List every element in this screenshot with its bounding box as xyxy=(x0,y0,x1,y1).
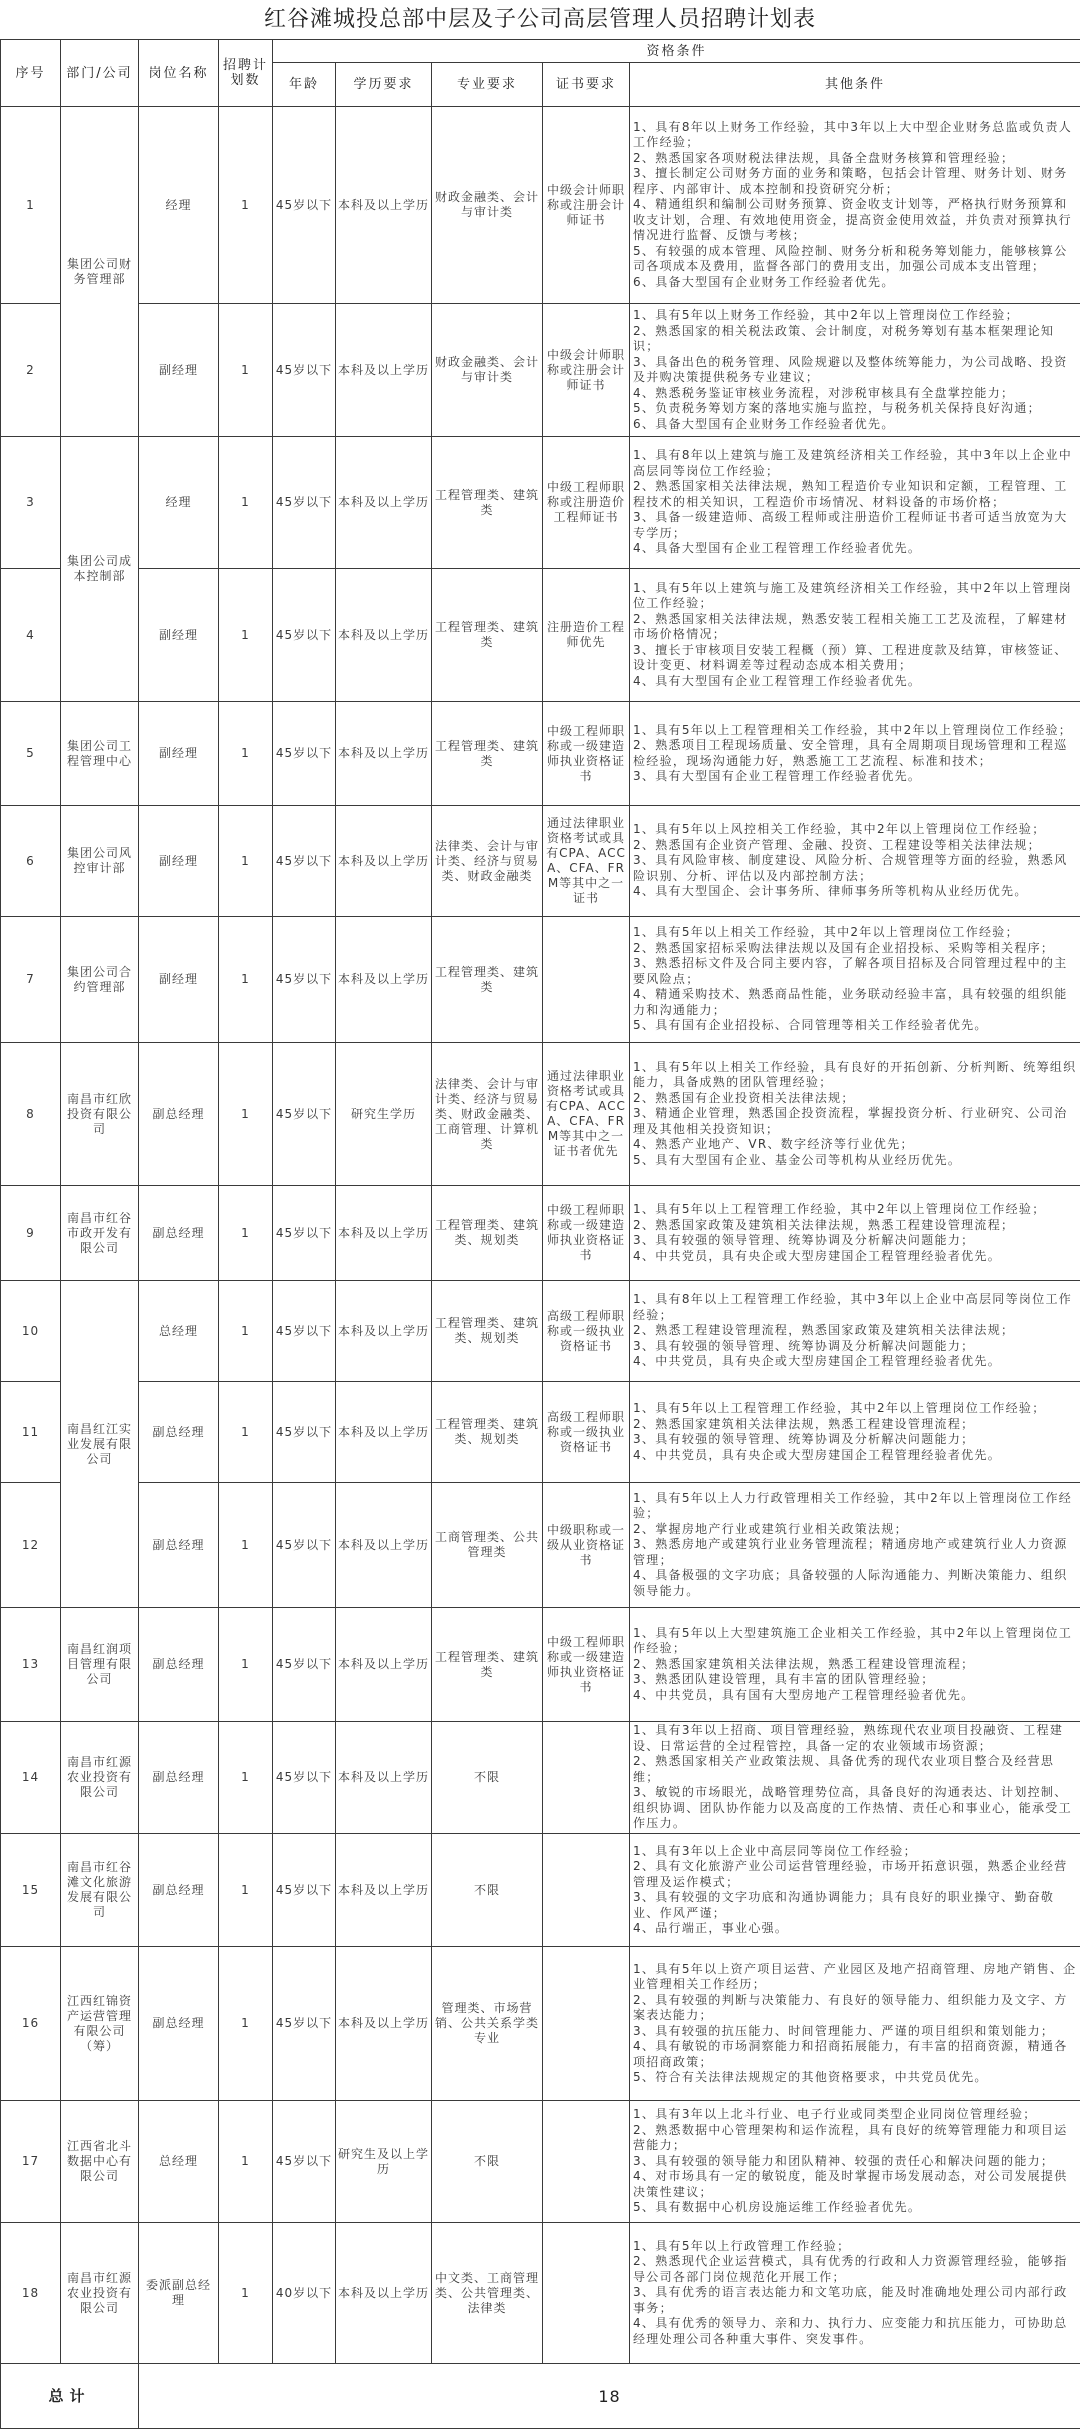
other-conditions-cell xyxy=(630,2223,1080,2364)
condition-item: 4、具备大型国有企业工程管理工作经验者优先。 xyxy=(633,541,922,556)
education-cell: 本科及以上学历 xyxy=(336,806,432,917)
table-row xyxy=(1,1281,1080,1382)
condition-item: 4、具有大型国有企业工程管理工作经验者优先。 xyxy=(633,673,922,688)
position-cell: 副总经理 xyxy=(139,1722,219,1834)
condition-item: 3、具有风险审核、制度建设、风险分析、合规管理等方面的经验，熟悉风险识别、分析、评估以及内部控制方法； xyxy=(633,853,1068,883)
position-cell: 副总经理 xyxy=(139,1043,219,1186)
position-cell: 总经理 xyxy=(139,2101,219,2223)
condition-item: 4、具有敏锐的市场洞察能力和招商拓展能力，有丰富的招商资源，精通各项招商政策； xyxy=(633,2039,1068,2069)
major-cell: 不限 xyxy=(432,1834,543,1947)
major-cell: 法律类、会计与审计类、经济与贸易类、财政金融类 xyxy=(432,806,543,917)
condition-item: 3、具有较强的领导管理、统筹协调及分析解决问题能力； xyxy=(633,1338,975,1353)
age-cell: 45岁以下 xyxy=(273,917,336,1043)
age-cell: 45岁以下 xyxy=(273,1947,336,2101)
condition-item: 2、熟悉国家相关法律法规，熟悉安装工程相关施工工艺及流程，了解建材市场价格情况； xyxy=(633,611,1068,642)
department-cell: 集团公司风控审计部 xyxy=(61,806,139,917)
condition-item: 1、具有5年以上行政管理工作经验； xyxy=(633,2238,851,2253)
table-row xyxy=(1,1186,1080,1281)
condition-item: 1、具有5年以上财务工作经验，其中2年以上管理岗位工作经验； xyxy=(633,308,1019,322)
condition-item: 2、掌握房地产行业或建筑行业相关政策法规； xyxy=(633,1521,908,1536)
count-cell: 1 xyxy=(219,1043,273,1186)
major-cell: 工程管理类、建筑类 xyxy=(432,569,543,702)
age-cell: 45岁以下 xyxy=(273,1281,336,1382)
document-title: 红谷滩城投总部中层及子公司高层管理人员招聘计划表 xyxy=(263,7,816,32)
condition-item: 2、熟悉工程建设管理流程，熟悉国家政策及建筑相关法律法规； xyxy=(633,1323,1015,1338)
table-row xyxy=(1,437,1080,569)
count-cell: 1 xyxy=(219,1186,273,1281)
condition-item: 3、敏锐的市场眼光，战略管理势位高，具备良好的沟通表达、计划控制、组织协调、团队协作能力以及高度的工作热情、责任心和事业心，能承受工作压力。 xyxy=(633,1785,1072,1831)
education-cell: 本科及以上学历 xyxy=(336,1382,432,1483)
condition-item: 3、熟悉团队建设管理，具有丰富的团队管理经验； xyxy=(633,1672,935,1687)
department-cell: 集团公司成本控制部 xyxy=(61,437,139,702)
table-row xyxy=(1,569,1080,702)
age-cell: 45岁以下 xyxy=(273,1186,336,1281)
certificate-cell xyxy=(543,917,630,1043)
major-cell: 工程管理类、建筑类 xyxy=(432,917,543,1043)
other-conditions-cell xyxy=(630,917,1080,1043)
table-row xyxy=(1,1834,1080,1947)
condition-item: 5、具有数据中心机房设施运维工作经验者优先。 xyxy=(633,2200,922,2215)
age-cell: 45岁以下 xyxy=(273,1043,336,1186)
count-cell: 1 xyxy=(219,304,273,437)
education-cell: 本科及以上学历 xyxy=(336,1947,432,2101)
certificate-cell: 高级工程师职称或一级执业资格证书 xyxy=(543,1382,630,1483)
total-label: 总计 xyxy=(1,2364,139,2429)
certificate-cell: 中级工程师职称或一级建造师执业资格证书 xyxy=(543,1186,630,1281)
table-row xyxy=(1,2223,1080,2364)
age-cell: 45岁以下 xyxy=(273,1608,336,1722)
condition-item: 2、熟悉国家建筑相关法律法规，熟悉工程建设管理流程； xyxy=(633,1416,975,1431)
header-dept: 部门/公司 xyxy=(61,40,139,107)
condition-item: 3、具有较强的文字功底和沟通协调能力；具有良好的职业操守、勤奋敬业、作风严谨； xyxy=(633,1890,1055,1920)
count-cell: 1 xyxy=(219,806,273,917)
other-conditions-cell xyxy=(630,437,1080,569)
department-cell: 集团公司工程管理中心 xyxy=(61,702,139,806)
position-cell: 副经理 xyxy=(139,702,219,806)
table-row xyxy=(1,1722,1080,1834)
condition-item: 5、具有大型国有企业、基金公司等机构从业经历优先。 xyxy=(633,1152,962,1167)
condition-item: 4、熟悉税务鉴证审核业务流程，对涉税审核具有全盘掌控能力； xyxy=(633,385,1015,400)
condition-item: 2、熟悉国家招标采购法律法规以及国有企业招投标、采购等相关程序； xyxy=(633,940,1055,955)
total-value: 18 xyxy=(139,2364,1080,2429)
condition-item: 2、熟悉数据中心管理架构和运作流程，具有良好的统筹管理能力和项目运营能力； xyxy=(633,2122,1068,2153)
condition-item: 2、熟悉现代企业运营模式，具有优秀的行政和人力资源管理经验，能够指导公司各部门岗位规范化开展工作； xyxy=(633,2254,1068,2284)
age-cell: 45岁以下 xyxy=(273,702,336,806)
education-cell: 本科及以上学历 xyxy=(336,569,432,702)
position-cell: 副经理 xyxy=(139,917,219,1043)
department-cell: 南昌市红欣投资有限公司 xyxy=(61,1043,139,1186)
table-row xyxy=(1,806,1080,917)
education-cell: 本科及以上学历 xyxy=(336,1834,432,1947)
condition-item: 3、具有较强的领导能力和团队精神、较强的责任心和解决问题的能力； xyxy=(633,2153,1055,2168)
other-conditions-cell xyxy=(630,2101,1080,2223)
count-cell: 1 xyxy=(219,1281,273,1382)
certificate-cell: 注册造价工程师优先 xyxy=(543,569,630,702)
education-cell: 本科及以上学历 xyxy=(336,304,432,437)
department-cell: 集团公司合约管理部 xyxy=(61,917,139,1043)
age-cell: 45岁以下 xyxy=(273,806,336,917)
other-conditions-cell xyxy=(630,1382,1080,1483)
condition-item: 1、具有5年以上大型建筑施工企业相关工作经验，其中2年以上管理岗位工作经验； xyxy=(633,1625,1073,1656)
row-number: 15 xyxy=(1,1834,61,1947)
age-cell: 45岁以下 xyxy=(273,304,336,437)
condition-item: 1、具有5年以上相关工作经验，具有良好的开拓创新、分析判断、统筹组织能力，具备成熟的团队管理经验； xyxy=(633,1059,1077,1090)
position-cell: 副总经理 xyxy=(139,1186,219,1281)
count-cell: 1 xyxy=(219,917,273,1043)
row-number: 10 xyxy=(1,1281,61,1382)
major-cell: 管理类、市场营销、公共关系学类专业 xyxy=(432,1947,543,2101)
table-row xyxy=(1,2101,1080,2223)
department-cell: 南昌市红谷市政开发有限公司 xyxy=(61,1186,139,1281)
position-cell: 副总经理 xyxy=(139,1947,219,2101)
condition-item: 2、熟悉国家政策及建筑相关法律法规，熟悉工程建设管理流程； xyxy=(633,1217,1015,1232)
education-cell: 本科及以上学历 xyxy=(336,917,432,1043)
age-cell: 45岁以下 xyxy=(273,1722,336,1834)
condition-item: 4、具备极强的文字功底；具备较强的人际沟通能力、判断决策能力、组织领导能力。 xyxy=(633,1568,1068,1598)
row-number: 18 xyxy=(1,2223,61,2364)
count-cell: 1 xyxy=(219,1834,273,1947)
header-qualification: 资格条件 xyxy=(273,40,1080,63)
condition-item: 6、具备大型国有企业财务工作经验者优先。 xyxy=(633,274,895,289)
condition-item: 1、具有3年以上企业中高层同等岗位工作经验； xyxy=(633,1843,917,1858)
condition-item: 4、中共党员，具有央企或大型房建国企工程管理经验者优先。 xyxy=(633,1447,1002,1462)
position-cell: 副总经理 xyxy=(139,1608,219,1722)
position-cell: 副经理 xyxy=(139,304,219,437)
department-cell: 集团公司财务管理部 xyxy=(61,107,139,437)
table-row xyxy=(1,304,1080,437)
table-row xyxy=(1,1947,1080,2101)
condition-item: 1、具有8年以上工程管理工作经验，其中3年以上企业中高层同等岗位工作经验； xyxy=(633,1292,1073,1322)
major-cell: 工程管理类、建筑类 xyxy=(432,1608,543,1722)
education-cell: 本科及以上学历 xyxy=(336,107,432,304)
certificate-cell xyxy=(543,1947,630,2101)
table-row xyxy=(1,1043,1080,1186)
condition-item: 4、中共党员，具有央企或大型房建国企工程管理经验者优先。 xyxy=(633,1248,1002,1263)
count-cell: 1 xyxy=(219,569,273,702)
age-cell: 45岁以下 xyxy=(273,1834,336,1947)
condition-item: 4、具有优秀的领导力、亲和力、执行力、应变能力和抗压能力，可协助总经理处理公司各种重大事件、突发事件。 xyxy=(633,2316,1068,2346)
condition-item: 2、熟悉国家的相关税法政策、会计制度，对税务筹划有基本框架理论知识； xyxy=(633,323,1055,353)
major-cell: 法律类、会计与审计类、经济与贸易类、财政金融类、工商管理、计算机类 xyxy=(432,1043,543,1186)
condition-item: 1、具有5年以上资产项目运营、产业园区及地产招商管理、房地产销售、企业管理相关工作经历； xyxy=(633,1961,1077,1991)
department-cell: 南昌红江实业发展有限公司 xyxy=(61,1281,139,1608)
condition-item: 5、符合有关法律法规规定的其他资格要求，中共党员优先。 xyxy=(633,2070,988,2084)
count-cell: 1 xyxy=(219,1382,273,1483)
condition-item: 1、具有5年以上人力行政管理相关工作经验，其中2年以上管理岗位工作经验； xyxy=(633,1490,1073,1521)
certificate-cell xyxy=(543,2101,630,2223)
other-conditions-cell xyxy=(630,1834,1080,1947)
condition-item: 2、熟悉国家建筑相关法律法规，熟悉工程建设管理流程； xyxy=(633,1656,975,1671)
condition-item: 3、具备一级建造师、高级工程师或注册造价工程师证书者可适当放宽为大专学历； xyxy=(633,510,1068,540)
header-age: 年龄 xyxy=(273,63,336,107)
condition-item: 2、具有文化旅游产业公司运营管理经验，市场开拓意识强，熟悉企业经营管理及运作模式； xyxy=(633,1859,1068,1889)
row-number: 6 xyxy=(1,806,61,917)
major-cell: 财政金融类、会计与审计类 xyxy=(432,107,543,304)
other-conditions-cell xyxy=(630,1281,1080,1382)
department-cell: 南昌市红谷滩文化旅游发展有限公司 xyxy=(61,1834,139,1947)
condition-item: 1、具有5年以上建筑与施工及建筑经济相关工作经验，其中2年以上管理岗位工作经验； xyxy=(633,580,1073,611)
row-number: 14 xyxy=(1,1722,61,1834)
condition-item: 3、具有优秀的语言表达能力和文笔功底，能及时准确地处理公司内部行政事务； xyxy=(633,2285,1068,2315)
major-cell: 中文类、工商管理类、公共管理类、法律类 xyxy=(432,2223,543,2364)
position-cell: 总经理 xyxy=(139,1281,219,1382)
count-cell: 1 xyxy=(219,2101,273,2223)
count-cell: 1 xyxy=(219,107,273,304)
condition-item: 4、精通采购技术、熟悉商品性能，业务联动经验丰富，具有较强的组织能力和沟通能力； xyxy=(633,987,1068,1017)
condition-item: 3、具有较强的抗压能力、时间管理能力、严谨的项目组织和策划能力； xyxy=(633,2023,1055,2038)
header-major: 专业要求 xyxy=(432,63,543,107)
education-cell: 本科及以上学历 xyxy=(336,1186,432,1281)
condition-item: 5、负责税务筹划方案的落地实施与监控，与税务机关保持良好沟通； xyxy=(633,401,1041,415)
position-cell: 副总经理 xyxy=(139,1834,219,1947)
condition-item: 4、中共党员，具有国有大型房地产工程管理经验者优先。 xyxy=(633,1687,975,1702)
condition-item: 1、具有8年以上财务工作经验，其中3年以上大中型企业财务总监或负责人工作经验； xyxy=(633,119,1073,150)
major-cell: 工程管理类、建筑类 xyxy=(432,437,543,569)
other-conditions-cell xyxy=(630,1483,1080,1608)
other-conditions-cell xyxy=(630,1186,1080,1281)
major-cell: 工程管理类、建筑类 xyxy=(432,702,543,806)
condition-item: 4、中共党员，具有央企或大型房建国企工程管理经验者优先。 xyxy=(633,1354,1002,1369)
position-cell: 经理 xyxy=(139,107,219,304)
age-cell: 45岁以下 xyxy=(273,1382,336,1483)
other-conditions-cell xyxy=(630,569,1080,702)
other-conditions-cell xyxy=(630,107,1080,304)
count-cell: 1 xyxy=(219,1947,273,2101)
condition-item: 1、具有5年以上工程管理工作经验，其中2年以上管理岗位工作经验； xyxy=(633,1202,1046,1216)
certificate-cell: 中级工程师职称或注册造价工程师证书 xyxy=(543,437,630,569)
major-cell: 工程管理类、建筑类、规划类 xyxy=(432,1281,543,1382)
condition-item: 2、熟悉国有企业资产管理、金融、投资、工程建设等相关法律法规； xyxy=(633,837,1041,852)
certificate-cell: 中级会计师职称或注册会计师证书 xyxy=(543,107,630,304)
condition-item: 6、具备大型国有企业财务工作经验者优先。 xyxy=(633,416,895,431)
count-cell: 1 xyxy=(219,1483,273,1608)
count-cell: 1 xyxy=(219,437,273,569)
department-cell: 江西省北斗数据中心有限公司 xyxy=(61,2101,139,2223)
condition-item: 3、擅长于审核项目安装工程概（预）算、工程进度款及结算，审核签证、设计变更、材料调差等过程动态成本相关费用； xyxy=(633,642,1068,673)
row-number: 13 xyxy=(1,1608,61,1722)
certificate-cell xyxy=(543,2223,630,2364)
position-cell: 副经理 xyxy=(139,806,219,917)
row-number: 3 xyxy=(1,437,61,569)
education-cell: 本科及以上学历 xyxy=(336,1483,432,1608)
education-cell: 本科及以上学历 xyxy=(336,437,432,569)
condition-item: 3、具有大型国有企业工程管理工作经验者优先。 xyxy=(633,769,922,783)
certificate-cell: 高级工程师职称或一级执业资格证书 xyxy=(543,1281,630,1382)
major-cell: 工商管理类、公共管理类 xyxy=(432,1483,543,1608)
condition-item: 2、熟悉项目工程现场质量、安全管理，具有全周期项目现场管理和工程巡检经验，现场沟通能力好，熟悉施工工艺流程、标准和技术； xyxy=(633,738,1068,768)
table-row xyxy=(1,1382,1080,1483)
row-number: 17 xyxy=(1,2101,61,2223)
condition-item: 2、熟悉国家相关产业政策法规、具备优秀的现代农业项目整合及经营思维； xyxy=(633,1754,1055,1784)
condition-item: 1、具有8年以上建筑与施工及建筑经济相关工作经验，其中3年以上企业中高层同等岗位工作经验； xyxy=(633,448,1073,478)
count-cell: 1 xyxy=(219,702,273,806)
row-number: 9 xyxy=(1,1186,61,1281)
header-other: 其他条件 xyxy=(630,63,1080,107)
department-cell: 南昌市红源农业投资有限公司 xyxy=(61,2223,139,2364)
major-cell: 不限 xyxy=(432,2101,543,2223)
education-cell: 本科及以上学历 xyxy=(336,1281,432,1382)
condition-item: 4、精通组织和编制公司财务预算、资金收支计划等，严格执行财务预算和收支计划，合理、有效地使用资金，提高资金使用效益，并负责对预算执行情况进行监督、反馈与考核； xyxy=(633,197,1072,243)
other-conditions-cell xyxy=(630,1608,1080,1722)
condition-item: 3、擅长制定公司财务方面的业务和策略，包括会计管理、财务计划、财务程序、内部审计、成本控制和投资研究分析； xyxy=(633,166,1068,196)
condition-item: 2、熟悉国有企业投资相关法律法规； xyxy=(633,1090,855,1105)
education-cell: 本科及以上学历 xyxy=(336,702,432,806)
department-cell: 江西红锦资产运营管理有限公司（筹） xyxy=(61,1947,139,2101)
position-cell: 委派副总经理 xyxy=(139,2223,219,2364)
count-cell: 1 xyxy=(219,1722,273,1834)
major-cell: 不限 xyxy=(432,1722,543,1834)
certificate-cell: 通过法律职业资格考试或具有CPA、ACCA、CFA、FRM等其中之一证书 xyxy=(543,806,630,917)
row-number: 4 xyxy=(1,569,61,702)
row-number: 7 xyxy=(1,917,61,1043)
condition-item: 2、熟悉国家各项财税法律法规，具备全盘财务核算和管理经验； xyxy=(633,150,1015,165)
other-conditions-cell xyxy=(630,1043,1080,1186)
condition-item: 1、具有5年以上相关工作经验，其中2年以上管理岗位工作经验； xyxy=(633,925,1019,940)
condition-item: 2、熟悉国家相关法律法规，熟知工程造价专业知识和定额，工程管理、工程技术的相关知识，工程造价市场情况、材料设备的市场价格； xyxy=(633,479,1068,509)
row-number: 1 xyxy=(1,107,61,304)
age-cell: 45岁以下 xyxy=(273,569,336,702)
position-cell: 副总经理 xyxy=(139,1483,219,1608)
certificate-cell xyxy=(543,1722,630,1834)
other-conditions-cell xyxy=(630,1947,1080,2101)
certificate-cell: 中级工程师职称或一级建造师执业资格证书 xyxy=(543,702,630,806)
age-cell: 45岁以下 xyxy=(273,107,336,304)
certificate-cell xyxy=(543,1834,630,1947)
header-position: 岗位名称 xyxy=(139,40,219,107)
condition-item: 3、精通企业管理，熟悉国企投资流程，掌握投资分析、行业研究、公司治理及其他相关投资知识； xyxy=(633,1106,1068,1136)
condition-item: 1、具有3年以上招商、项目管理经验，熟练现代农业项目投融资、工程建设、日常运营的全过程管控，具备一定的农业领域市场资源； xyxy=(633,1723,1064,1753)
certificate-cell: 中级职称或一级从业资格证书 xyxy=(543,1483,630,1608)
major-cell: 工程管理类、建筑类、规划类 xyxy=(432,1186,543,1281)
major-cell: 工程管理类、建筑类、规划类 xyxy=(432,1382,543,1483)
condition-item: 1、具有5年以上工程管理工作经验，其中2年以上管理岗位工作经验； xyxy=(633,1401,1046,1415)
condition-item: 2、具有较强的判断与决策能力、有良好的领导能力、组织能力及文字、方案表达能力； xyxy=(633,1992,1068,2022)
header-count: 招聘计划数 xyxy=(219,40,273,107)
row-number: 8 xyxy=(1,1043,61,1186)
count-cell: 1 xyxy=(219,1608,273,1722)
certificate-cell: 中级工程师职称或一级建造师执业资格证书 xyxy=(543,1608,630,1722)
age-cell: 45岁以下 xyxy=(273,1483,336,1608)
condition-item: 3、熟悉房地产或建筑行业业务管理流程；精通房地产或建筑行业人力资源管理； xyxy=(633,1537,1068,1567)
condition-item: 5、有较强的成本管理、风险控制、财务分析和税务筹划能力，能够核算公司各项成本及费用，监督各部门的费用支出，加强公司成本支出管理； xyxy=(633,243,1068,274)
table-row xyxy=(1,1483,1080,1608)
department-cell: 南昌市红源农业投资有限公司 xyxy=(61,1722,139,1834)
education-cell: 本科及以上学历 xyxy=(336,2223,432,2364)
major-cell: 财政金融类、会计与审计类 xyxy=(432,304,543,437)
age-cell: 40岁以下 xyxy=(273,2223,336,2364)
position-cell: 副总经理 xyxy=(139,1382,219,1483)
table-row xyxy=(1,107,1080,304)
condition-item: 5、具有国有企业招投标、合同管理等相关工作经验者优先。 xyxy=(633,1018,988,1033)
other-conditions-cell xyxy=(630,702,1080,806)
recruitment-plan-table xyxy=(0,39,1080,2429)
header-no: 序号 xyxy=(1,40,61,107)
row-number: 16 xyxy=(1,1947,61,2101)
row-number: 11 xyxy=(1,1382,61,1483)
other-conditions-cell xyxy=(630,1722,1080,1834)
count-cell: 1 xyxy=(219,2223,273,2364)
other-conditions-cell xyxy=(630,304,1080,437)
condition-item: 4、品行端正，事业心强。 xyxy=(633,1921,789,1935)
condition-item: 3、具有较强的领导管理、统筹协调及分析解决问题能力； xyxy=(633,1233,975,1247)
education-cell: 本科及以上学历 xyxy=(336,1608,432,1722)
condition-item: 1、具有3年以上北斗行业、电子行业或同类型企业同岗位管理经验； xyxy=(633,2107,1037,2122)
position-cell: 副经理 xyxy=(139,569,219,702)
condition-item: 3、具有较强的领导管理、统筹协调及分析解决问题能力； xyxy=(633,1432,975,1446)
table-row xyxy=(1,702,1080,806)
education-cell: 本科及以上学历 xyxy=(336,1722,432,1834)
education-cell: 研究生及以上学历 xyxy=(336,2101,432,2223)
row-number: 5 xyxy=(1,702,61,806)
age-cell: 45岁以下 xyxy=(273,437,336,569)
condition-item: 3、具备出色的税务管理、风险规避以及整体统筹能力，为公司战略、投资及并购决策提供税务专业建议； xyxy=(633,354,1068,384)
age-cell: 45岁以下 xyxy=(273,2101,336,2223)
condition-item: 3、熟悉招标文件及合同主要内容，了解各项目招标及合同管理过程中的主要风险点； xyxy=(633,956,1068,986)
certificate-cell: 中级会计师职称或注册会计师证书 xyxy=(543,304,630,437)
table-body xyxy=(1,107,1080,2364)
table-row xyxy=(1,1608,1080,1722)
certificate-cell: 通过法律职业资格考试或具有CPA、ACCA、CFA、FRM等其中之一证书者优先 xyxy=(543,1043,630,1186)
other-conditions-cell xyxy=(630,806,1080,917)
department-cell: 南昌红润项目管理有限公司 xyxy=(61,1608,139,1722)
condition-item: 1、具有5年以上工程管理相关工作经验，其中2年以上管理岗位工作经验； xyxy=(633,722,1073,737)
header-certificate: 证书要求 xyxy=(543,63,630,107)
table-row xyxy=(1,917,1080,1043)
condition-item: 4、对市场具有一定的敏锐度，能及时掌握市场发展动态，对公司发展提供决策性建议； xyxy=(633,2169,1068,2199)
condition-item: 4、熟悉产业地产、VR、数字经济等行业优先； xyxy=(633,1137,914,1152)
condition-item: 1、具有5年以上风控相关工作经验，其中2年以上管理岗位工作经验； xyxy=(633,822,1046,837)
condition-item: 4、具有大型国企、会计事务所、律师事务所等机构从业经历优先。 xyxy=(633,884,1028,899)
row-number: 12 xyxy=(1,1483,61,1608)
position-cell: 经理 xyxy=(139,437,219,569)
row-number: 2 xyxy=(1,304,61,437)
education-cell: 研究生学历 xyxy=(336,1043,432,1186)
header-education: 学历要求 xyxy=(336,63,432,107)
